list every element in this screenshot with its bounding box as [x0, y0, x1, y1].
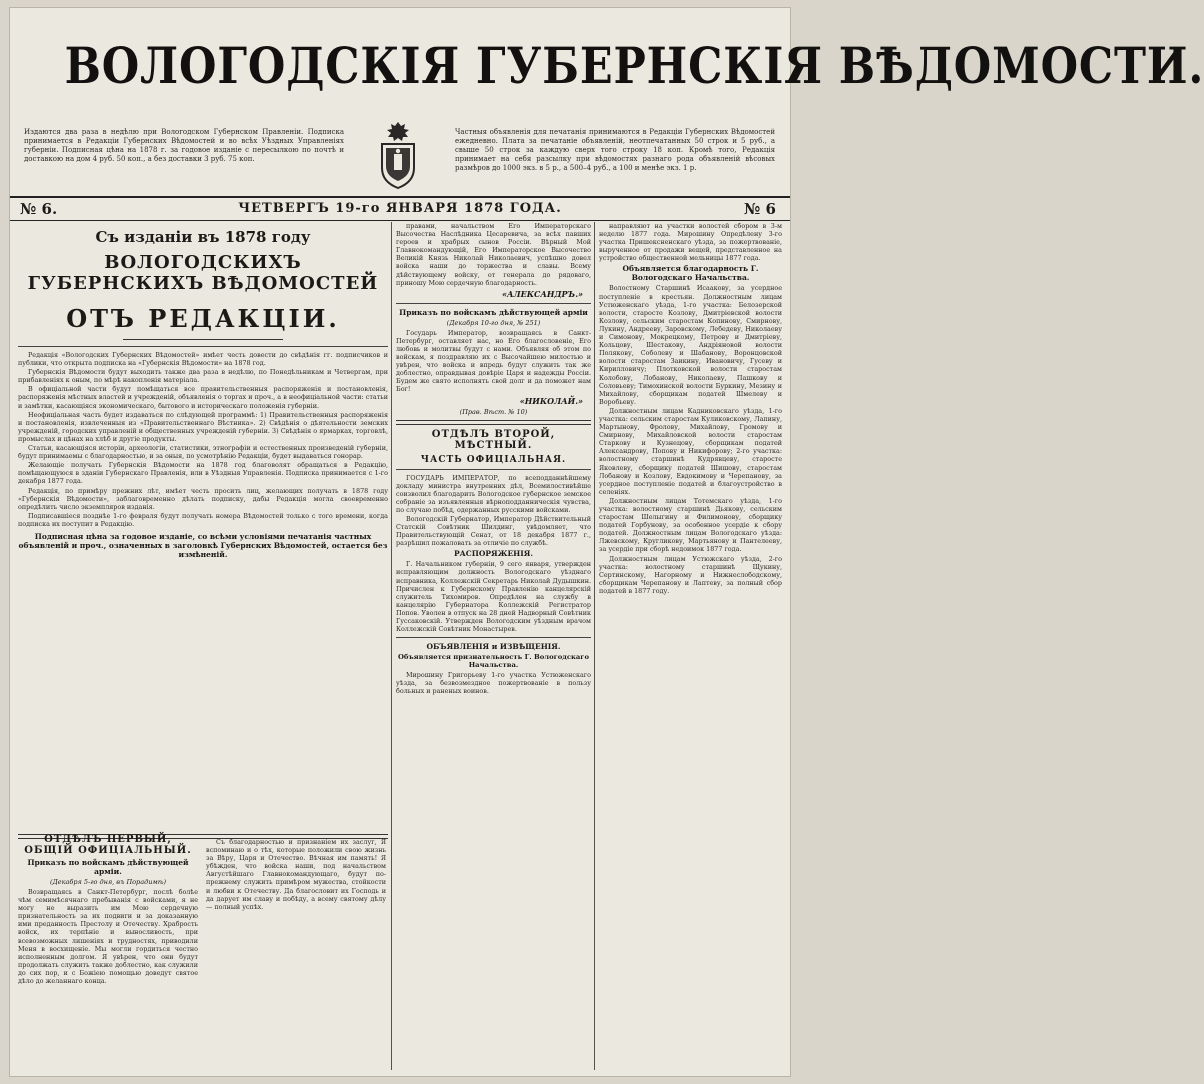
army-order-2-title: Приказъ по войскамъ дѣйствующей арміи — [399, 307, 588, 317]
section-two-title: ОТДѢЛЪ ВТОРОЙ, МѢСТНЫЙ. — [431, 428, 556, 451]
header-right-notice: Частныя объявленія для печатанія принимаются в Редакціи Губернских Вѣдомостей ежедневно. Плата за печатаніе объявленій, неотпечатанных 50 строк и 5 руб., а свыше 50 строк за каждую сверх того строку 18 коп. Кромѣ того, Редакція принимает на себя разсылку при вѣдомостях разнаго рода объявленій вѣсовых размѣров до 1000 экз. в 5 р., а 500–4 руб., а 100 и менѣе экз. 1 р. — [455, 128, 775, 172]
orders-title: РАСПОРЯЖЕНІЯ. — [454, 549, 533, 559]
column-three-intro — [599, 222, 782, 262]
army-order-2-paragraph: Государь Император, возвращаясь в Санкт-Петербург, оставляет нас, но Его благословеніе, Его любовь и молитвы будут с нами. Объявляя об этом по войскам, я поздравляю их с Высочайшею милостью и увѣрен, что войска и впредь будут служить так же доблестно, оправдывая довѣріе Царя и надежды Россіи. Будем же свято исполнять свой долг и да поможет нам Бог! — [396, 328, 591, 394]
section-rule — [396, 420, 591, 425]
masthead-title: ВОЛОГОДСКІЯ ГУБЕРНСКІЯ ВѢДОМОСТИ. — [64, 36, 1204, 95]
army-order-2-date: (Декабря 10-го дня, № 251) — [446, 318, 541, 327]
editorial-paragraph: Желающіе получать Губернскія Вѣдомости на 1878 год благоволят обращаться в Редакцію, помѣщающуюся в зданіи Губернскаго Правленія, или в Уѣздныя Управленія. Подписка принимается с 1-го декабря 1877 года. — [18, 461, 388, 486]
issue-number-left: № 6. — [20, 200, 58, 218]
column-divider — [594, 222, 595, 1070]
announcements-body — [396, 671, 591, 695]
signature-nikolai: «НИКОЛАЙ.» — [519, 395, 583, 406]
editorial-rule — [123, 339, 283, 340]
subscription-note: Подписная цѣна за годовое изданіе, со всѣми условіями печатанія частных объявленій и проч., означенных в заголовкѣ Губернских Вѣдомостей, остается без измѣненій. — [18, 531, 388, 559]
section-two-paragraph: ГОСУДАРЬ ИМПЕРАТОР, по всеподданнѣйшему докладу министра внутренних дѣл, Всемилостивѣйше соизволил благодарить Вологодское губернское земское собраніе за изъявленныя вѣрноподданническія чувства, по случаю побѣд, одержанных русскими войсками. — [396, 473, 591, 514]
gratitude-paragraph: Волостному Старшинѣ Исаакову, за усердное поступленіе в крестьян. Должностным лицам Устюженскаго уѣзда, 1-го участка: Белозерской волости, старосте Козлову, Дмитріевской волости Козлову, сельским старостам Копинову, Смирнову, Лукину, Андрееву, Заровскому, Лебедеву, Николаеву и Симонову, Мокрецкому, Петрову и Дмитріеву, Кольцову, Шестакову, Андріяновой волости Полякову, Соболеву и Шабанову, Воронцовской волости старостам Заикину, Ивановичу, Гусеву и Кирилловичу; Плотковской волости старостам Колобову, Лобанову, Николаеву, Пашкову и Соловьеву; Тимохинской волости Буркину, Мезину и Михайлову, сборщикам податей Шмелеву и Воробьеву. — [599, 284, 782, 406]
editorial-paragraph: В офиціальной части будут помѣщаться все правительственныя распоряженія и постановленія, распоряженія мѣстных властей и учрежденій, объявленія о торгах и проч., а в неофиціальной части: статьи и замѣтки, касающіяся экономическаго, бытового и историческаго положенія губерніи. — [18, 385, 388, 410]
announcements-subtitle: Объявляется признательность Г. Вологодскаго Начальства. — [398, 653, 589, 670]
army-order-title: Приказъ по войскамъ дѣйствующей арміи. — [27, 858, 189, 876]
signature-source: (Прав. Вѣст. № 10) — [459, 407, 528, 416]
coat-of-arms-icon — [372, 120, 424, 190]
editorial-paragraph: Неофиціальная часть будет издаваться по слѣдующей программѣ: 1) Правительственныя распоряженія и постановленія, извлеченныя из «Правительственнаго Вѣстника». 2) Свѣдѣнія о дѣятельности земских учрежденій, городских управленій и общественных учрежденій губерніи. 3) Свѣдѣнія о ярмарках, торговлѣ, промыслах и цѣнах на хлѣб и другіе продукты. — [18, 410, 388, 443]
issue-date: ЧЕТВЕРГЪ 19-го ЯНВАРЯ 1878 ГОДА. — [238, 201, 562, 216]
intro-paragraph: направляют на участки волостей сбором в 3-м неделю 1877 года. Мирошину Опредѣлену 3-го участка Пришексненскаго уѣзда, за пожертвованіе, вырученное от продажи вещей, представленное на устройство общественной мельницы 1877 года. — [599, 222, 782, 263]
divider — [396, 469, 591, 470]
column-one — [18, 222, 388, 1076]
section-two-subtitle: ЧАСТЬ ОФИЦІАЛЬНАЯ. — [420, 454, 567, 465]
army-order-2-text — [396, 329, 591, 394]
issue-number-right: № 6 — [744, 200, 776, 218]
column-three — [599, 222, 782, 1076]
signature-alexander: «АЛЕКСАНДРЪ.» — [502, 288, 583, 299]
editorial-paragraph: Подписавшіеся позднѣе 1-го февраля будут получать номера Вѣдомостей только с того времени, когда подписка их поступит в Редакцію. — [18, 511, 388, 528]
intro-paragraph: правами, начальством Его Императорскаго Высочества Наслѣдника Цесаревича, за всѣх павших героев и храбрых сынов Россіи. Вѣрный Мой Главнокомандующій, Его Императорское Высочество Великій Князь Николай Николаевич, успѣшно довел войска наши до торжества и славы. Всему дѣйствующему войску, от генерала до рядоваго, приношу Мою сердечную благодарность. — [396, 222, 591, 287]
section-one-left — [18, 830, 198, 986]
army-order-paragraph: Возвращаясь в Санкт-Петербург, послѣ болѣе чѣм семимѣсячнаго пребыванія с войсками, я не могу не выразить им Мою сердечную признательность за их подвиги и за доказанную ими преданность Престолу и Отечеству. Храбрость войск, их терпѣніе и выносливость, при всевозможных лишеніях и трудностях, приводили Меня в восхищеніе. Мы могли гордиться честно исполненным долгом. Я увѣрен, что они будут продолжать служить также доблестно, как служили до сих пор, и с Божіею помощью доведут святое дѣло до желаннаго конца. — [18, 888, 198, 986]
gratitude-body — [599, 284, 782, 595]
column-two — [396, 222, 591, 1076]
editorial-header — [18, 228, 388, 347]
army-order-text — [18, 888, 198, 985]
editorial-title: ОТЪ РЕДАКЦІИ. — [66, 304, 340, 333]
announcements-paragraph: Мирошину Григорьеву 1-го участка Устюженскаго уѣзда, за безвозмездное пожертвованіе в пользу больных и раненых воинов. — [396, 671, 591, 696]
army-order-date: (Декабря 5-го дня, въ Порадимѣ) — [49, 878, 167, 886]
announcements-title: ОБЪЯВЛЕНІЯ и ИЗВѢЩЕНІЯ. — [426, 642, 561, 652]
gratitude-paragraph: Должностным лицам Тотемскаго уѣзда, 1-го участка: волостному старшинѣ Дьякову, сельским старостам Шелыгину и Филимонову, сборщику податей Горбунову, за особенное усердіе к сбору податей. Должностным лицам Вологодскаго уѣзда: Лжевскому, Кругликову, Мартьянову и Пантелееву, за усердіе при сборѣ недоимок 1877 года. — [599, 496, 782, 554]
editorial-paragraph: Редакція, по примѣру прежних лѣт, имѣет честь просить лиц, желающих получать в 1878 году «Губернскія Вѣдомости», заблаговременно дѣлать подписку, дабы Редакція могла своевременно опредѣлить число экземпляров изданія. — [18, 486, 388, 511]
orders-paragraph: Г. Начальником губерніи, 9 сего января, утвержден исправляющим должность Вологодскаго уѣзднаго исправника, Коллежскій Секретарь Николай Дудышкин. Причислен к Губернскому Правленію канцелярскій служитель Тихомиров. Опредѣлен на службу в канцелярію Губернатора Коллежскій Регистратор Попов. Уволен в отпуск на 28 дней Надворный Совѣтник Гуссаковскій. Утвержден Вологодским уѣздным врачом Коллежскій Совѣтник Монастырев. — [396, 560, 591, 634]
gratitude-paragraph: Должностным лицам Устюжскаго уѣзда, 2-го участка: волостному старшинѣ Щукину, Сертинскому, Нагорному и Нижнеслободскому, сборщикам Черепанову и Лаптеву, за полный сбор податей в 1877 году. — [599, 554, 782, 595]
army-order-paragraph: Съ благодарностью и признаніем их заслуг, Я вспоминаю и о тѣх, которые положили свою жизнь за Вѣру, Царя и Отечество. Вѣчная им память! Я убѣжден, что войска наши, под начальством Августѣйшаго Главнокомандующаго, будут по-прежнему служить примѣром мужества, стойкости и любви к Отечеству. Да благословит их Господь и да дарует им славу и побѣду, а всему святому дѣлу — полный успѣх. — [206, 838, 386, 911]
header-left-notice: Издаются два раза в недѣлю при Вологодском Губернском Правленіи. Подписка принимается в Редакціи Губернских Вѣдомостей и во всѣх Уѣздных Управленіях губерніи. Подписная цѣна на 1878 г. за годовое изданіе с пересылкою по почтѣ и доставкою на дом 4 руб. 50 коп., а без доставки 3 руб. 75 коп. — [24, 128, 344, 163]
editorial-line-1: Съ изданіи въ 1878 году — [95, 228, 311, 246]
gratitude-paragraph: Должностным лицам Кадниковскаго уѣзда, 1-го участка: сельским старостам Куликовскому, Лапину, Мартынову, Фролову, Михайлову, Громову и Смирнову, Михайловской волости старостам Старкову и Кузнецову, сборщикам податей Александрову, Попову и Никифорову; 2-го участка: волостному старшинѣ Кудрявцеву, старосте Яковлеву, сборщику податей Шишову, старостам Лобанову и Козлову, Евдокимову и Черепанову, за усердное поступленіе податей и благоустройство в селеніях. — [599, 406, 782, 496]
dateline — [10, 196, 790, 221]
column-divider — [391, 222, 392, 1070]
newspaper-page — [10, 8, 1204, 1076]
editorial-line-2: ВОЛОГОДСКИХЪ ГУБЕРНСКИХЪ ВѢДОМОСТЕЙ — [27, 252, 379, 294]
divider — [396, 637, 591, 638]
orders-body — [396, 560, 591, 633]
army-order-continued — [206, 838, 386, 911]
editorial-paragraph: Статьи, касающіяся исторіи, археологіи, статистики, этнографіи и естественных произведеній губерніи, будут принимаемы с благодарностью, и за оныя, по усмотрѣнію Редакціи, будет выдаваться гонорар. — [18, 444, 388, 461]
gratitude-title: Объявляется благодарность Г. Вологодскаго Начальства. — [622, 264, 759, 283]
section-one-block — [18, 830, 388, 986]
editorial-paragraph: Редакція «Вологодских Губернских Вѣдомостей» имѣет честь довести до свѣдѣнія гг. подписчиков и публики, что открыта подписка на «Губернскія Вѣдомости» на 1878 год. — [18, 351, 388, 368]
divider — [396, 303, 591, 304]
editorial-body — [18, 351, 388, 528]
section-one-title: ОТДѢЛЪ ПЕРВЫЙ, ОБЩІЙ ОФИЦІАЛЬНЫЙ. — [24, 834, 192, 856]
editorial-paragraph: Губернскія Вѣдомости будут выходить также два раза в недѣлю, по Понедѣльникам и Четвергам, при прибавленіях к оным, по мѣрѣ накопленія матеріала. — [18, 368, 388, 385]
section-one-right — [206, 830, 386, 912]
column-two-intro — [396, 222, 591, 287]
section-two-body — [396, 474, 591, 548]
decree-paragraph: Вологодскій Губернатор, Император Дѣйствительный Статскій Совѣтник Шилдинг, увѣдомляет, что Правительствующій Сенат, от 18 декабря 1877 г., разрѣшил пожаловать за отличіе по службѣ. — [396, 514, 591, 548]
